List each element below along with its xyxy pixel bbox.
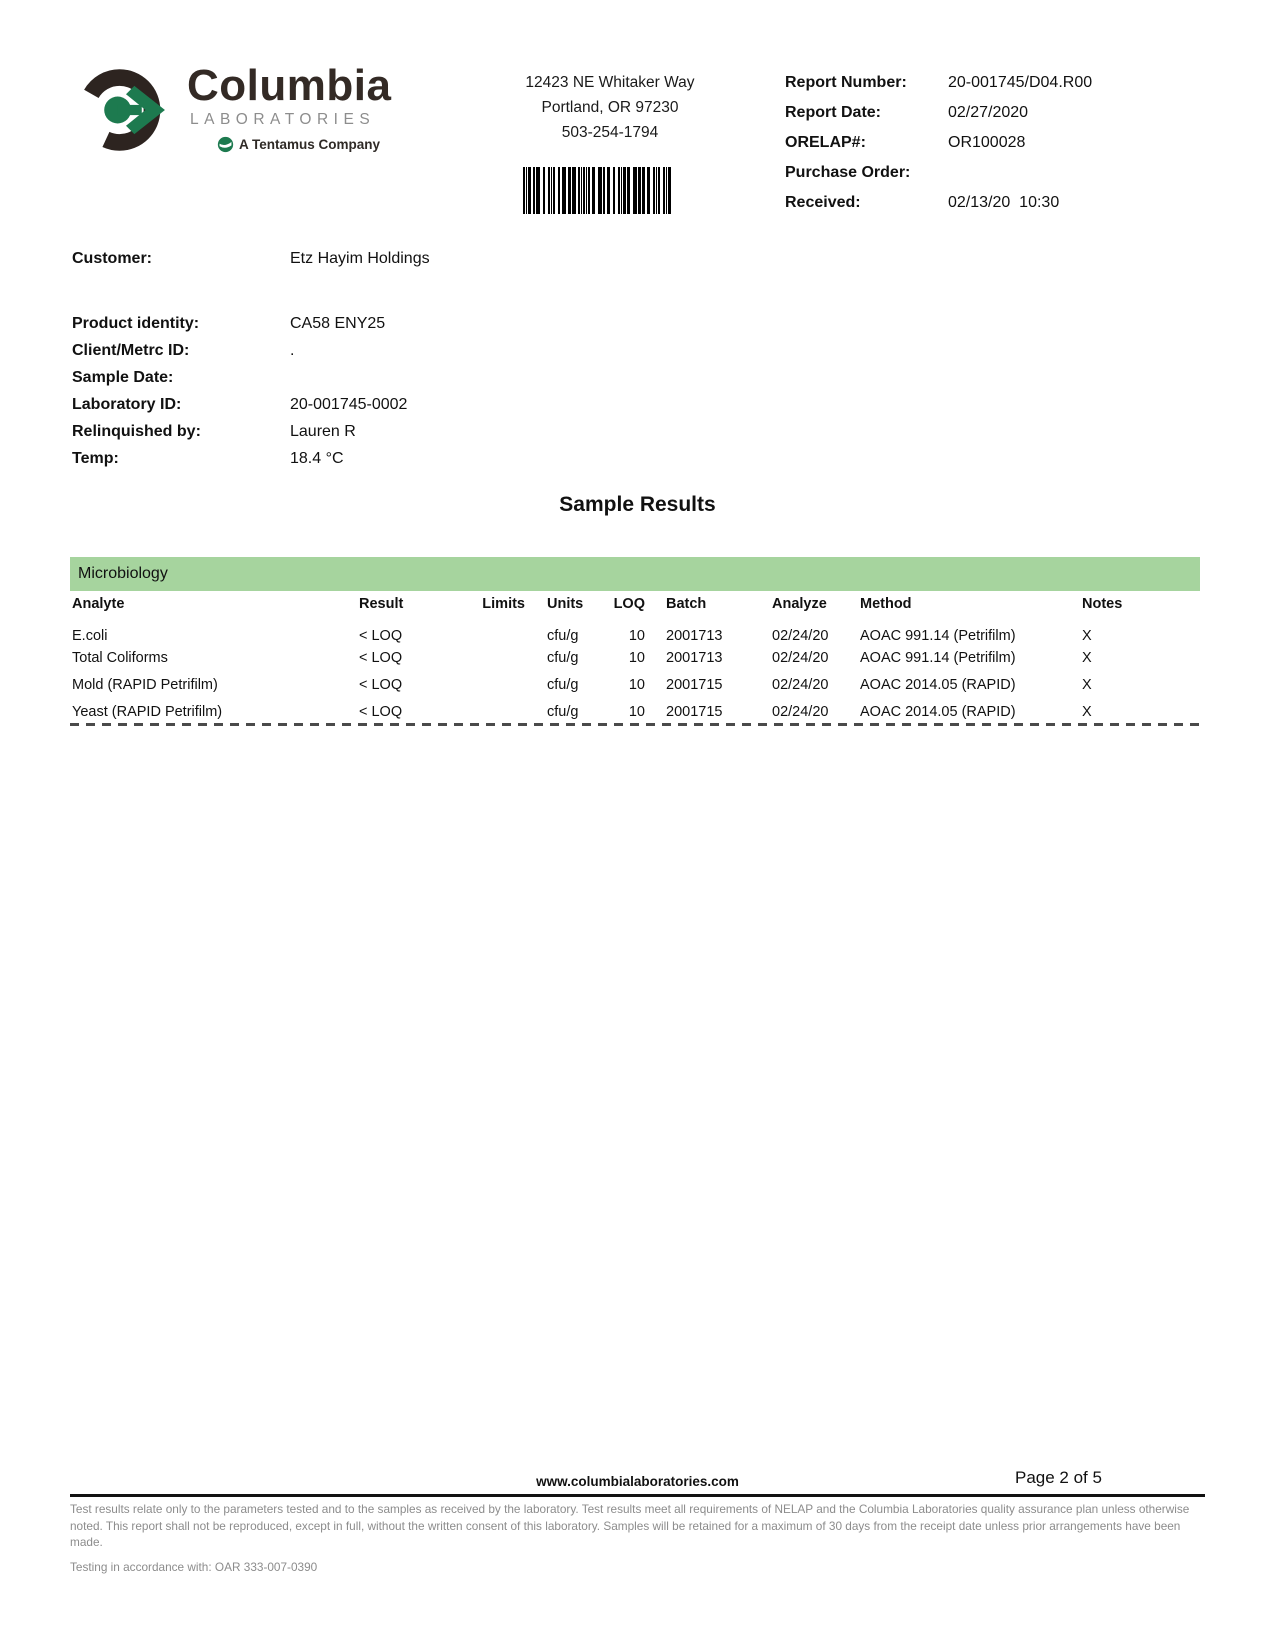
table-row: E.coli < LOQ cfu/g 10 2001713 02/24/20 AOAC 991.14 (Petrifilm) X	[72, 627, 1092, 644]
col-header-analyte: Analyte	[72, 596, 125, 612]
meta-row-received: Received: 02/13/20 10:30	[785, 194, 1060, 211]
col-header-notes: Notes	[1082, 596, 1123, 612]
tentamus-icon	[217, 136, 234, 153]
results-title: Sample Results	[559, 493, 716, 516]
address-line-3: 503-254-1794	[561, 124, 659, 141]
lab-address	[450, 70, 770, 145]
customer-row	[72, 250, 772, 268]
col-header-result: Result	[359, 596, 404, 612]
col-header-limits: Limits	[482, 596, 525, 612]
meta-row-orelap: ORELAP#: OR100028	[785, 134, 1026, 151]
footer-divider-line	[70, 1494, 1205, 1497]
sample-info	[72, 310, 772, 472]
info-row-relinquished-by: Relinquished by: Lauren R	[72, 422, 356, 440]
customer-label: Customer:	[72, 250, 153, 267]
table-row: Yeast (RAPID Petrifilm) < LOQ cfu/g 10 2001715 02/24/20 AOAC 2014.05 (RAPID) X	[72, 703, 1092, 720]
col-header-loq: LOQ	[613, 596, 645, 612]
col-header-method: Method	[860, 596, 912, 612]
report-meta	[785, 68, 1175, 218]
col-header-analyze: Analyze	[772, 596, 827, 612]
section-bar-label: Microbiology	[78, 565, 168, 582]
footer-website: www.columbialaboratories.com	[536, 1474, 739, 1489]
company-logo	[75, 60, 391, 160]
table-row: Total Coliforms < LOQ cfu/g 10 2001713 02/24/20 AOAC 991.14 (Petrifilm) X	[72, 649, 1092, 666]
logo-sub-brand-text: LABORATORIES	[190, 111, 376, 128]
footer-accordance-note: Testing in accordance with: OAR 333-007-0390	[70, 1560, 318, 1574]
info-row-product-identity: Product identity: CA58 ENY25	[72, 314, 386, 332]
meta-row-report-number: Report Number: 20-001745/D04.R00	[785, 74, 1093, 91]
logo-tagline-text: A Tentamus Company	[239, 137, 381, 152]
customer-value: Etz Hayim Holdings	[290, 250, 430, 267]
logo-brand-text: Columbia	[187, 61, 392, 110]
results-table	[70, 591, 1200, 725]
results-header-row	[70, 591, 1200, 617]
address-line-1: 12423 NE Whitaker Way	[525, 74, 695, 91]
col-header-batch: Batch	[666, 596, 707, 612]
columbia-logo-icon	[75, 60, 177, 160]
table-row: Mold (RAPID Petrifilm) < LOQ cfu/g 10 2001715 02/24/20 AOAC 2014.05 (RAPID) X	[72, 676, 1092, 693]
footer-page-number: Page 2 of 5	[1015, 1468, 1102, 1487]
info-row-laboratory-id: Laboratory ID: 20-001745-0002	[72, 395, 408, 413]
barcode-image	[523, 167, 671, 214]
address-line-2: Portland, OR 97230	[541, 99, 679, 116]
info-row-client-metrc-id: Client/Metrc ID: .	[72, 341, 295, 359]
footer-disclaimer: Test results relate only to the parameters tested and to the samples as received by the laboratory. Test results meet all requirements of NELAP and the Columbia Laboratories quality assurance plan unless otherwise noted. This report shall not be reproduced, except in full, without the written consent of this laboratory. Samples will be retained for a maximum of 30 days from the receipt date unless prior arrangements have been made.	[70, 1502, 1190, 1549]
col-header-units: Units	[547, 596, 584, 612]
meta-row-purchase-order: Purchase Order:	[785, 164, 911, 181]
info-row-temp: Temp: 18.4 °C	[72, 449, 344, 467]
microbiology-section-bar	[70, 557, 1200, 591]
meta-row-report-date: Report Date: 02/27/2020	[785, 104, 1029, 121]
info-row-sample-date: Sample Date:	[72, 368, 174, 386]
results-end-dashed-divider	[70, 723, 1205, 726]
